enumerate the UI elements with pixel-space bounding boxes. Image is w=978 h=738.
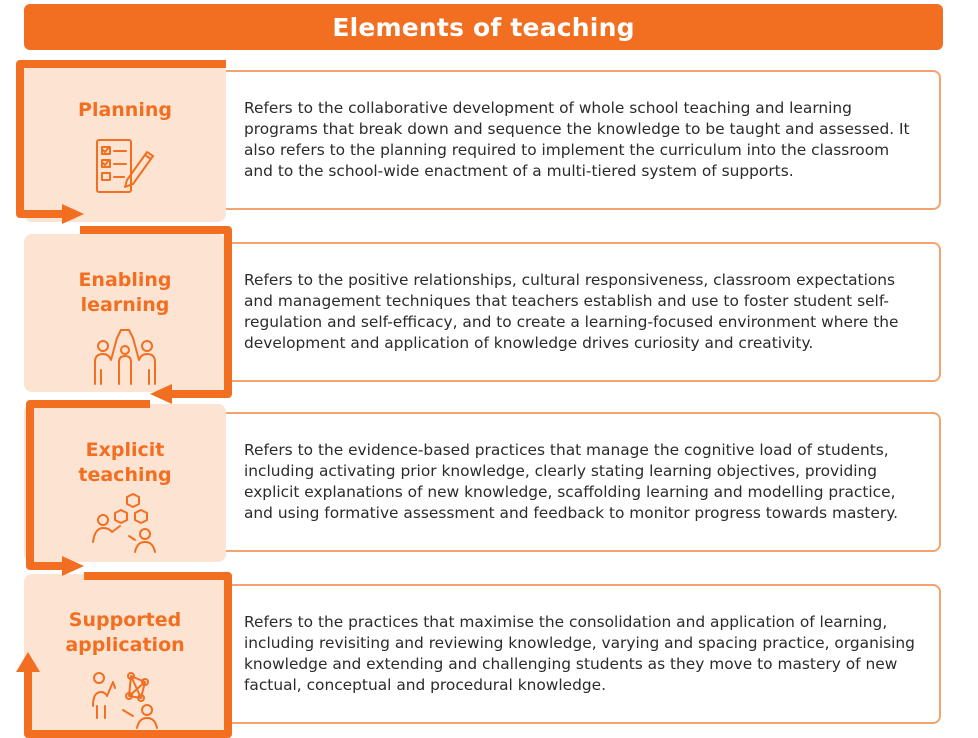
step-description: Refers to the positive relationships, cultural responsiveness, classroom expectations and management techniques that teachers establish and use to foster student self-regulation and self-efficacy, and to create a learning-focused environment where the development and application of knowledge drives curiosity and creativity.: [244, 271, 899, 352]
step-title-line: application: [65, 634, 185, 656]
step-title-supported-application: [24, 608, 226, 658]
step-title-line: Enabling: [78, 269, 172, 291]
diagram-header: [24, 4, 943, 50]
step-title-line: Planning: [78, 99, 172, 121]
step-explicit-teaching: [24, 404, 226, 562]
step-planning: [24, 64, 226, 222]
step-title-line: learning: [80, 294, 170, 316]
description-box-explicit-teaching: [226, 412, 941, 552]
step-title-line: Explicit: [85, 439, 165, 461]
people-high-five-icon: [89, 324, 161, 388]
description-box-supported-application: [226, 584, 941, 724]
step-description: Refers to the collaborative development of whole school teaching and learning programs that break down and sequence the knowledge to be taught and assessed. It also refers to the planning required to implement the curriculum into the classroom and to the school-wide enactment of a multi-tiered system of supports.: [244, 99, 910, 180]
step-title-explicit-teaching: [24, 438, 226, 488]
step-description: Refers to the evidence-based practices that manage the cognitive load of students, including activating prior knowledge, clearly stating learning objectives, providing explicit explanations of new knowledge, scaffolding learning and modelling practice, and using formative assessment and feedback to monitor progress towards mastery.: [244, 441, 899, 522]
description-box-planning: [226, 70, 941, 210]
step-supported-application: [24, 574, 226, 732]
step-enabling-learning: [24, 234, 226, 392]
step-title-line: Supported: [68, 609, 182, 631]
step-title-planning: [24, 98, 226, 123]
step-title-line: teaching: [78, 464, 172, 486]
step-description: Refers to the practices that maximise the consolidation and application of learning, including revisiting and reviewing knowledge, varying and spacing practice, organising knowledge and extending and challenging students as they move to mastery of new factual, conceptual and procedural knowledge.: [244, 613, 915, 694]
description-box-enabling-learning: [226, 242, 941, 382]
checklist-pencil-icon: [89, 134, 161, 198]
step-title-enabling-learning: [24, 268, 226, 318]
teacher-hexagons-icon: [89, 490, 161, 554]
diagram-title: Elements of teaching: [332, 12, 635, 42]
people-network-icon: [89, 666, 161, 730]
